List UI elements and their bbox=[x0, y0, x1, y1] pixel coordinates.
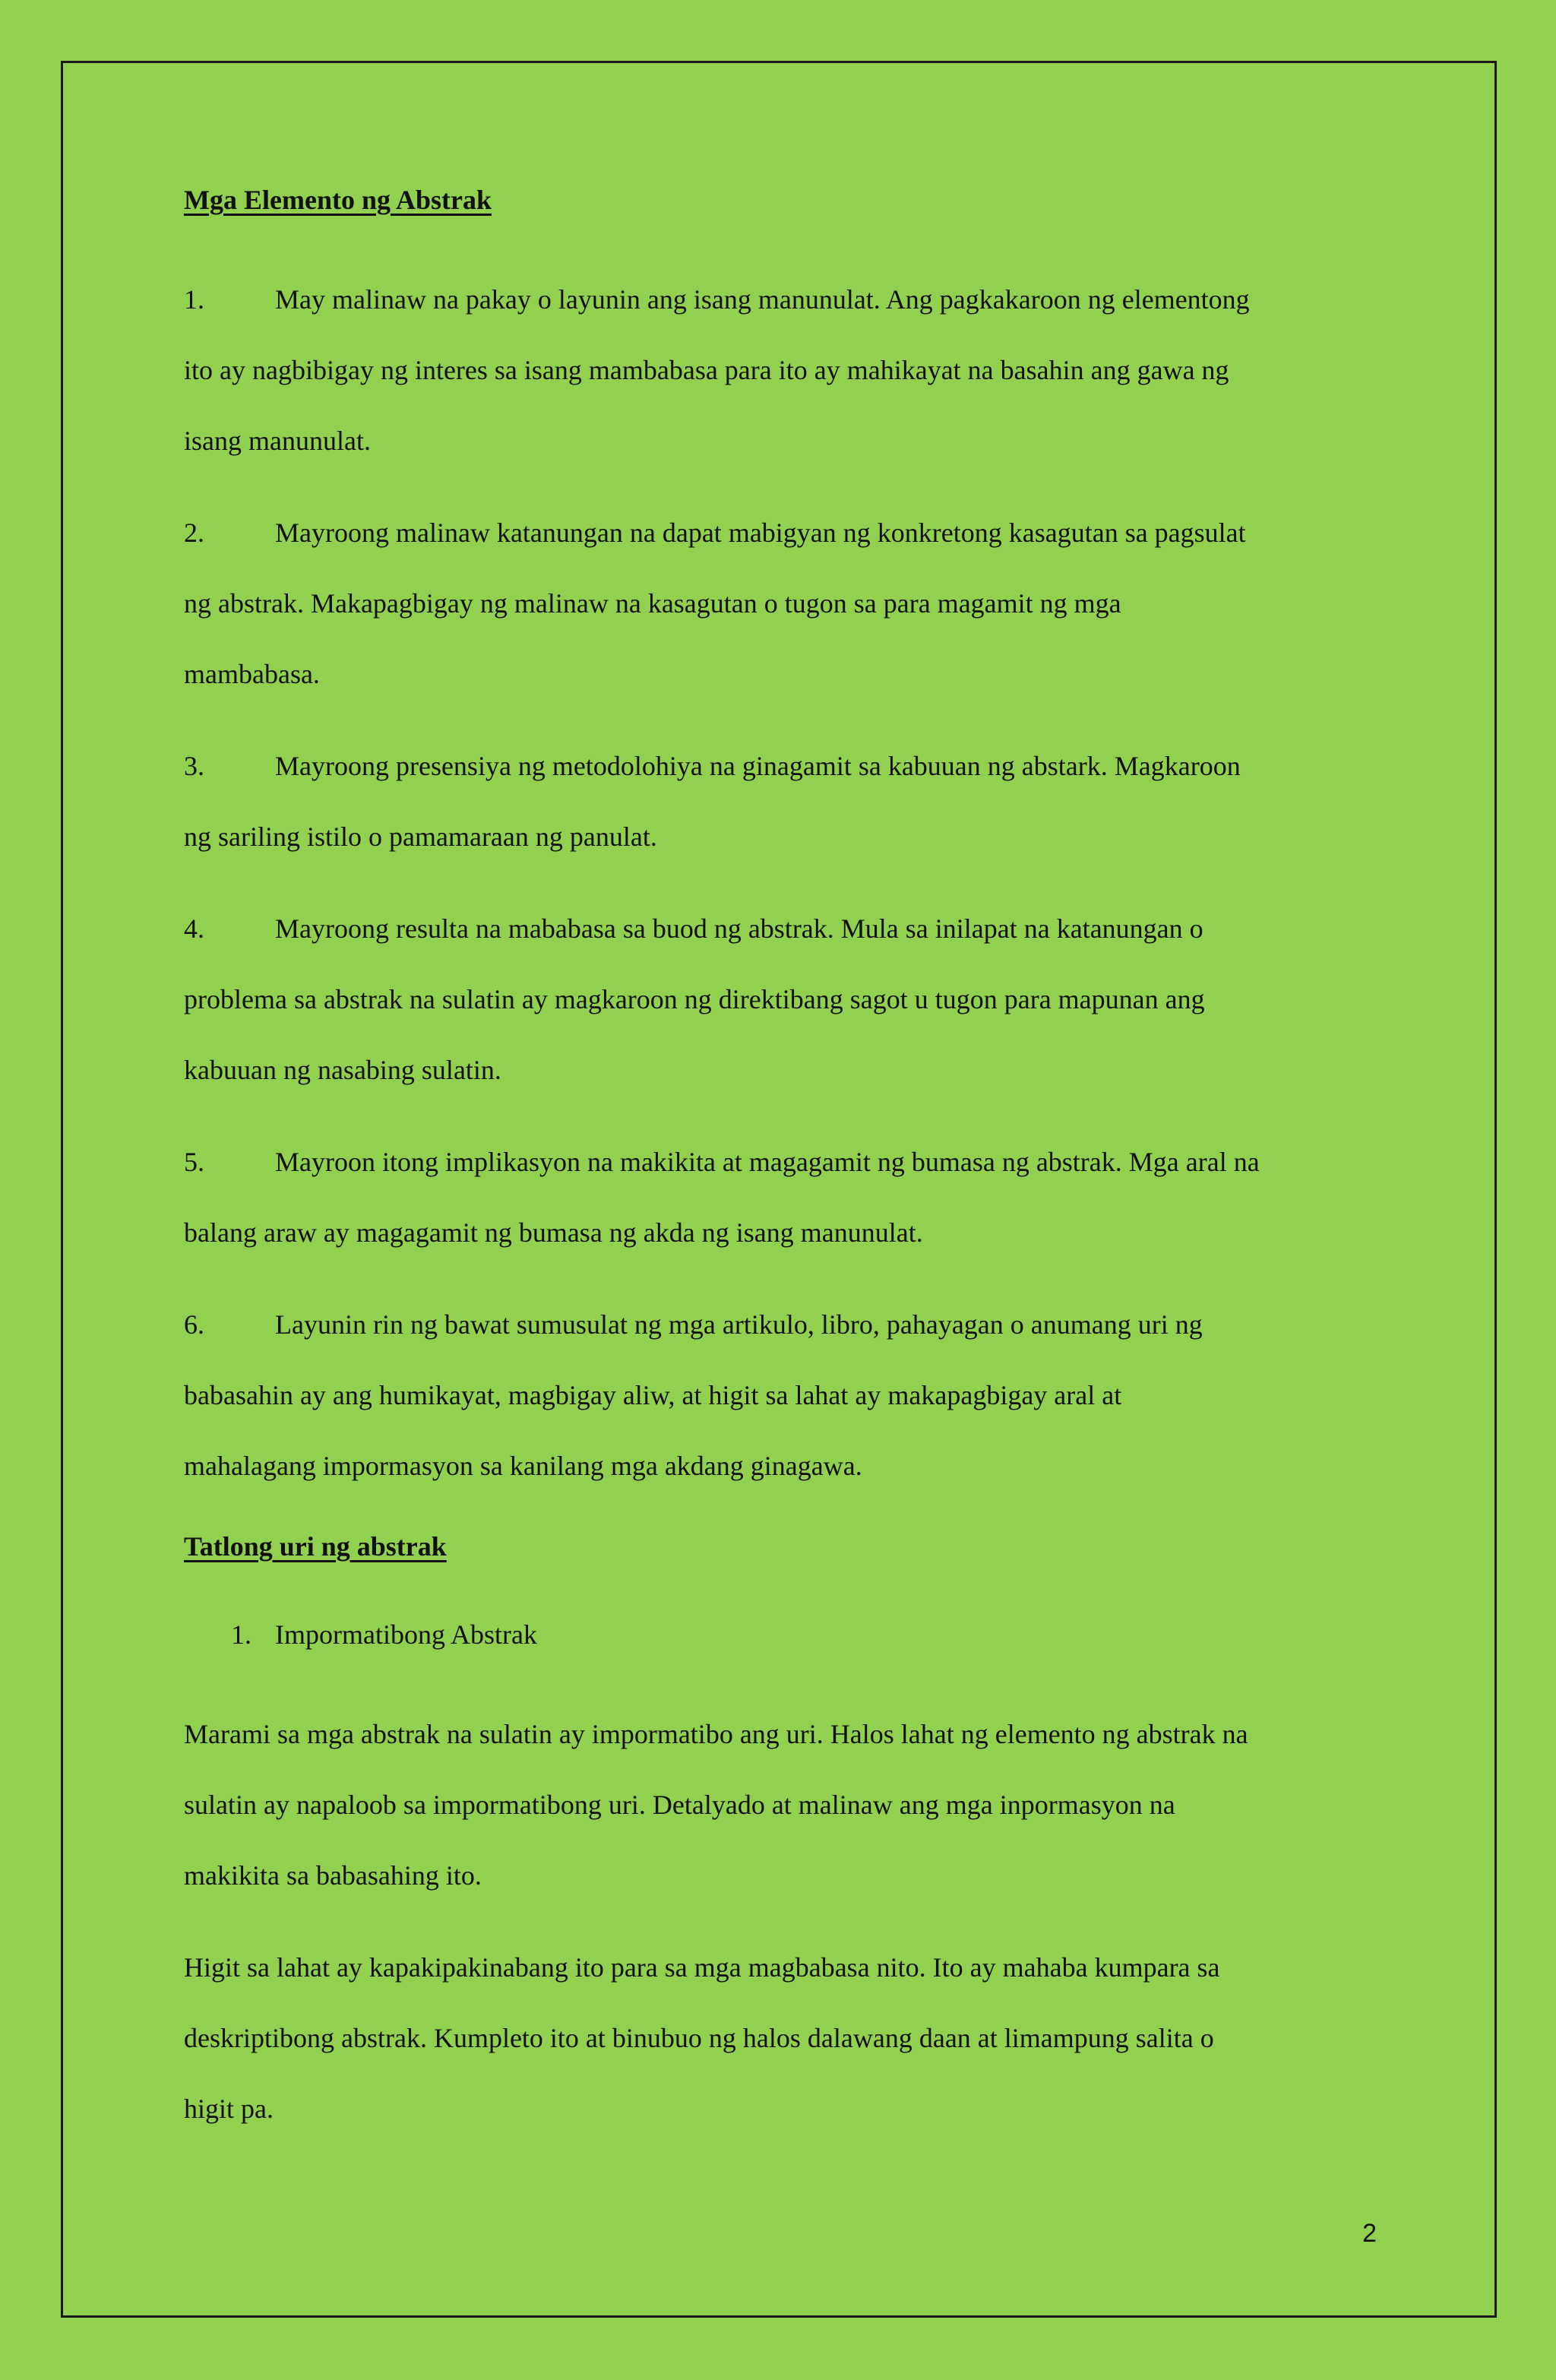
paragraph-line: Marami sa mga abstrak na sulatin ay impormatibo ang uri. Halos lahat ng elemento ng abstrak na bbox=[184, 1719, 1248, 1749]
paragraph bbox=[184, 1932, 1377, 2144]
paragraph-line: higit pa. bbox=[184, 2094, 274, 2124]
list-item-number: 6. bbox=[184, 1309, 204, 1340]
list-item-text: isang manunulat. bbox=[184, 426, 371, 456]
list-item-number: 3. bbox=[184, 751, 204, 781]
paragraph bbox=[184, 1699, 1377, 1911]
list-item bbox=[184, 498, 1377, 710]
list-item-text: Mayroon itong implikasyon na makikita at magagamit ng bumasa ng abstrak. Mga aral na bbox=[275, 1147, 1260, 1177]
list-item-text: balang araw ay magagamit ng bumasa ng akda ng isang manunulat. bbox=[184, 1217, 923, 1248]
list-item-text: mahalagang impormasyon sa kanilang mga akdang ginagawa. bbox=[184, 1451, 862, 1481]
list-item bbox=[184, 264, 1377, 476]
list-item-text: mambabasa. bbox=[184, 659, 320, 689]
list-item bbox=[184, 731, 1377, 872]
list-item-text: kabuuan ng nasabing sulatin. bbox=[184, 1055, 501, 1085]
list-item-number: 4. bbox=[184, 913, 204, 944]
paragraph-line: sulatin ay napaloob sa impormatibong uri. Detalyado at malinaw ang mga inpormasyon na bbox=[184, 1790, 1175, 1820]
page-number: 2 bbox=[1362, 2219, 1377, 2248]
list-item-number: 2. bbox=[184, 517, 204, 548]
paragraph-line: deskriptibong abstrak. Kumpleto ito at binubuo ng halos dalawang daan at limampung salita o bbox=[184, 2023, 1214, 2053]
sub-list-item bbox=[231, 1611, 1377, 1658]
list-item bbox=[184, 1127, 1377, 1268]
paragraph-line: Higit sa lahat ay kapakipakinabang ito para sa mga magbabasa nito. Ito ay mahaba kumpara sa bbox=[184, 1952, 1220, 1983]
list-item-text: Mayroong malinaw katanungan na dapat mabigyan ng konkretong kasagutan sa pagsulat bbox=[275, 517, 1246, 548]
list-item-text: ito ay nagbibigay ng interes sa isang mambabasa para ito ay mahikayat na basahin ang gawa ng bbox=[184, 355, 1229, 385]
section-heading-types: Tatlong uri ng abstrak bbox=[184, 1531, 447, 1562]
list-item-text: ng sariling istilo o pamamaraan ng panulat. bbox=[184, 821, 657, 852]
paragraph-line: makikita sa babasahing ito. bbox=[184, 1860, 482, 1891]
list-item-text: problema sa abstrak na sulatin ay magkaroon ng direktibang sagot u tugon para mapunan ang bbox=[184, 984, 1205, 1014]
sub-list-item-number: 1. bbox=[231, 1619, 251, 1650]
list-item-text: May malinaw na pakay o layunin ang isang manunulat. Ang pagkakaroon ng elementong bbox=[275, 284, 1250, 315]
section-heading-elements: Mga Elemento ng Abstrak bbox=[184, 185, 492, 215]
document-body bbox=[184, 176, 1377, 2166]
sub-list-item-label: Impormatibong Abstrak bbox=[275, 1619, 537, 1650]
list-item-text: babasahin ay ang humikayat, magbigay aliw, at higit sa lahat ay makapagbigay aral at bbox=[184, 1380, 1122, 1410]
list-item-text: Layunin rin ng bawat sumusulat ng mga artikulo, libro, pahayagan o anumang uri ng bbox=[275, 1309, 1203, 1340]
list-item-text: Mayroong presensiya ng metodolohiya na ginagamit sa kabuuan ng abstark. Magkaroon bbox=[275, 751, 1241, 781]
list-item-text: Mayroong resulta na mababasa sa buod ng abstrak. Mula sa inilapat na katanungan o bbox=[275, 913, 1203, 944]
list-item-number: 5. bbox=[184, 1147, 204, 1177]
list-item bbox=[184, 1290, 1377, 1502]
list-item bbox=[184, 894, 1377, 1106]
list-item-text: ng abstrak. Makapagbigay ng malinaw na kasagutan o tugon sa para magamit ng mga bbox=[184, 588, 1121, 619]
list-item-number: 1. bbox=[184, 284, 204, 315]
